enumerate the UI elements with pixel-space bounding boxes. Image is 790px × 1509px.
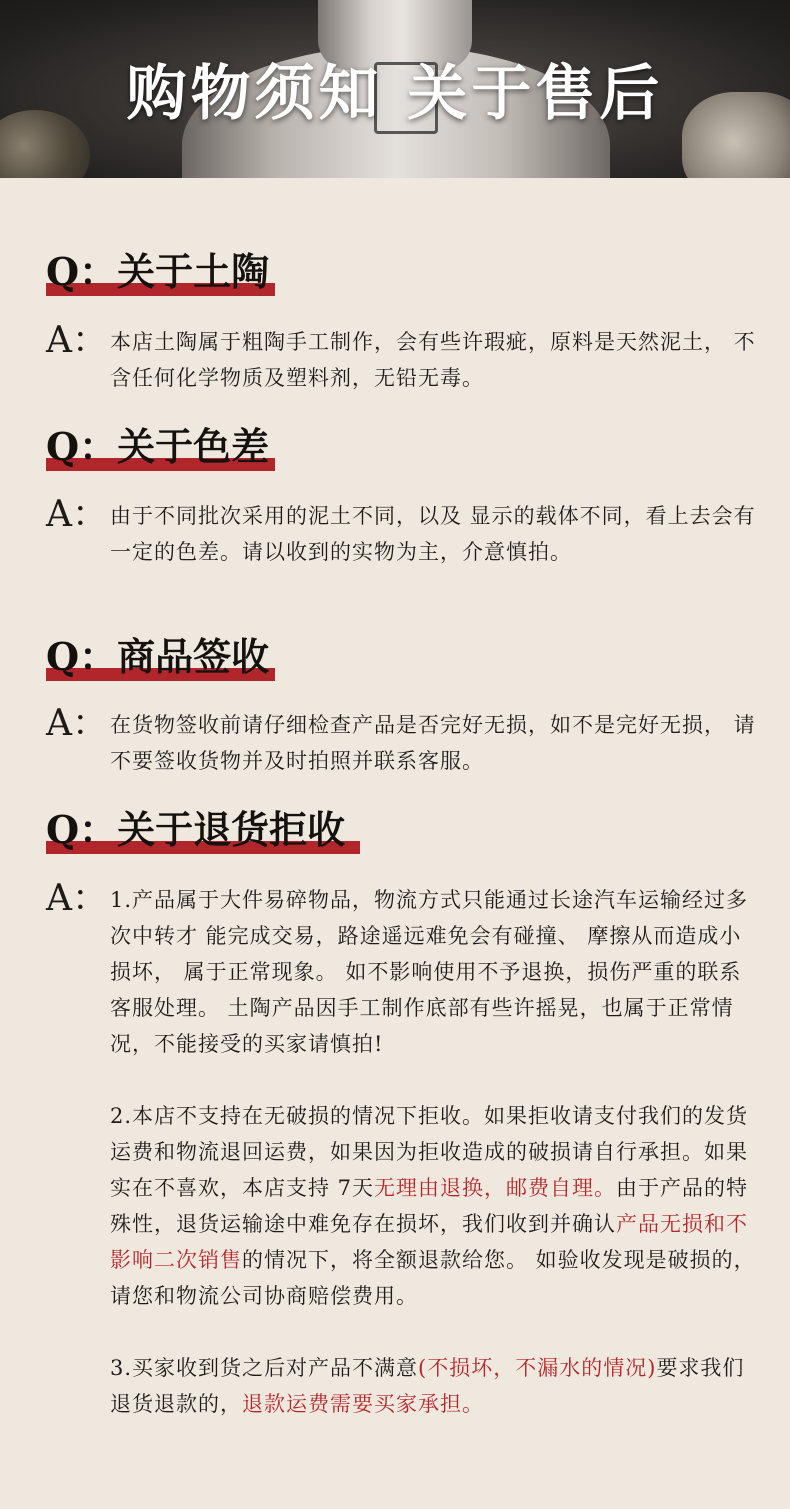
answer-mark: A： [46, 703, 108, 744]
answer-mark: A： [46, 320, 108, 361]
answer-text: 在货物签收前请仔细检查产品是否完好无损，如不是完好无损， 请不要签收货物并及时拍照并联系客服。 [110, 713, 756, 773]
header-banner [0, 0, 790, 178]
question-heading: Q：关于退货拒收 [46, 807, 346, 852]
answer-text: 本店土陶属于粗陶手工制作，会有些许瑕疵，原料是天然泥土， 不含任何化学物质及塑料剂，无铅无毒。 [110, 330, 756, 390]
return-policy-paragraph-3: 3.买家收到货之后对产品不满意(不损坏，不漏水的情况)要求我们退货退款的，退款运费需要买家承担。 [110, 1356, 745, 1416]
page-title: 购物须知 关于售后 [126, 59, 664, 129]
highlight-text: 无理由退换，邮费自理。 [374, 1176, 617, 1200]
question-heading: Q：关于土陶 [46, 249, 270, 294]
highlight-text: 产品无损和不影响二次销售 [110, 1212, 748, 1272]
question-heading: Q：关于色差 [46, 424, 270, 469]
highlight-text: 退款运费需要买家承担。 [242, 1392, 484, 1416]
return-policy-paragraph-1: 1.产品属于大件易碎物品，物流方式只能通过长途汽车运输经过多次中转才 能完成交易，路途遥远难免会有碰撞、 摩擦从而造成小损坏， 属于正常现象。 如不影响使用不予退换，损伤严重的联系客服处理。 土陶产品因手工制作底部有些许摇晃，也属于正常情况，不能接受的买家请慎拍! [110, 888, 749, 1056]
return-policy-paragraph-2: 2.本店不支持在无破损的情况下拒收。如果拒收请支付我们的发货运费和物流退回运费，如果因为拒收造成的破损请自行承担。如果实在不喜欢，本店支持 7天无理由退换，邮费自理。由于产品的特殊性，退货运输途中难免存在损坏，我们收到并确认产品无损和不影响二次销售的情况下，将全额退款给您。 如验收发现是破损的，请您和物流公司协商赔偿费用。 [110, 1104, 756, 1308]
question-heading: Q：商品签收 [46, 634, 270, 679]
answer-mark: A： [46, 878, 108, 919]
highlight-text: (不损坏，不漏水的情况) [418, 1356, 657, 1380]
answer-mark: A： [46, 494, 108, 535]
answer-text [110, 882, 760, 1422]
answer-text: 由于不同批次采用的泥土不同，以及 显示的载体不同，看上去会有一定的色差。请以收到的实物为主，介意慎拍。 [110, 504, 756, 564]
